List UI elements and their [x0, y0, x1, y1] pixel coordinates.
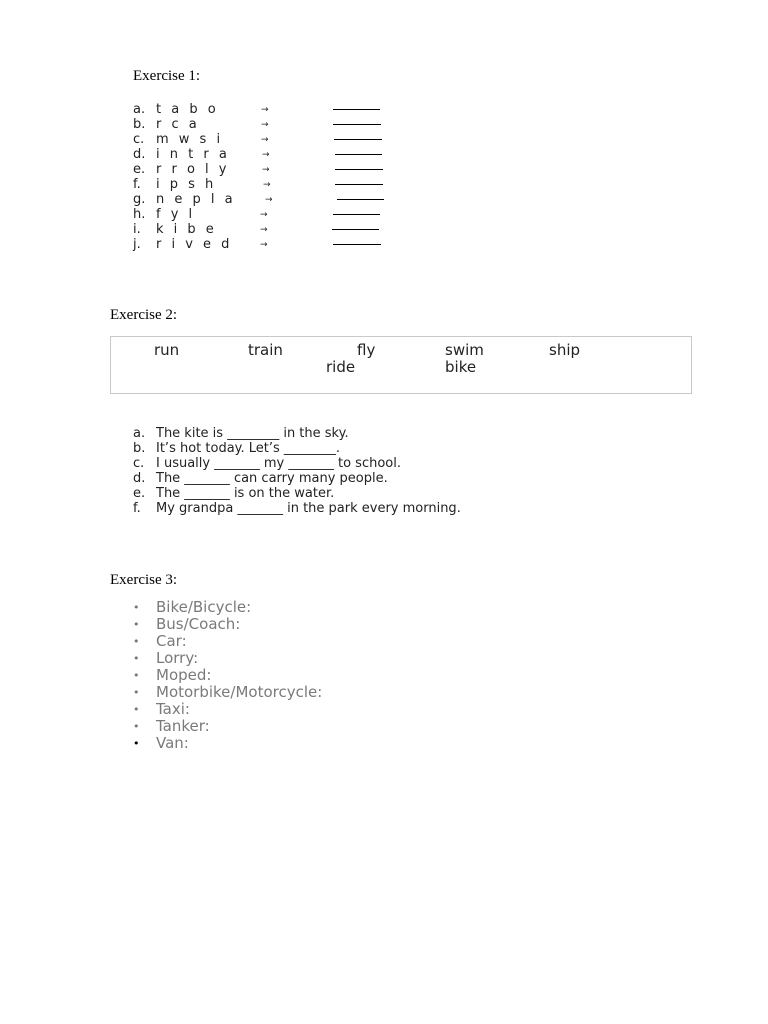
item-letter: g.	[133, 192, 146, 207]
item-letter: c.	[133, 456, 145, 471]
sentence-text: The _______ can carry many people.	[156, 471, 388, 486]
arrow-icon: →	[261, 105, 269, 115]
item-letter: f.	[133, 501, 141, 516]
arrow-icon: →	[262, 150, 270, 160]
bullet-icon: •	[133, 635, 140, 648]
vehicle-label: Lorry:	[156, 649, 199, 667]
vehicle-label: Moped:	[156, 666, 212, 684]
scrambled-word: k i b e	[156, 222, 217, 237]
arrow-icon: →	[263, 180, 271, 190]
answer-blank[interactable]	[337, 199, 384, 200]
bullet-icon: •	[133, 737, 140, 750]
item-letter: d.	[133, 147, 146, 162]
vehicle-label: Bike/Bicycle:	[156, 598, 252, 616]
sentence-text: My grandpa _______ in the park every morning.	[156, 501, 461, 516]
answer-blank[interactable]	[335, 154, 382, 155]
ex2-sentence	[133, 486, 553, 501]
item-letter: e.	[133, 486, 146, 501]
ex3-list-item	[133, 650, 393, 667]
scrambled-word: n e p l a	[156, 192, 236, 207]
ex3-list-item	[133, 616, 393, 633]
arrow-icon: →	[261, 120, 269, 130]
word-bank-item: ship	[549, 341, 581, 359]
ex1-item	[133, 102, 393, 117]
bullet-icon: •	[133, 703, 140, 716]
item-letter: i.	[133, 222, 141, 237]
bullet-icon: •	[133, 669, 140, 682]
bullet-icon: •	[133, 601, 140, 614]
vehicle-label: Car:	[156, 632, 187, 650]
arrow-icon: →	[261, 135, 269, 145]
answer-blank[interactable]	[334, 139, 382, 140]
ex3-list-item	[133, 735, 393, 752]
ex1-item	[133, 162, 393, 177]
arrow-icon: →	[262, 165, 270, 175]
ex1-item	[133, 237, 393, 252]
item-letter: e.	[133, 162, 146, 177]
item-letter: b.	[133, 117, 146, 132]
ex2-sentence	[133, 441, 553, 456]
item-letter: c.	[133, 132, 145, 147]
sentence-text: I usually _______ my _______ to school.	[156, 456, 401, 471]
word-bank-item: swim	[445, 341, 484, 359]
item-letter: a.	[133, 426, 146, 441]
exercise-1-title: Exercise 1:	[133, 68, 201, 84]
bullet-icon: •	[133, 686, 140, 699]
sentence-text: It’s hot today. Let’s ________.	[156, 441, 341, 456]
word-bank-box	[110, 336, 692, 394]
answer-blank[interactable]	[335, 169, 383, 170]
ex1-item	[133, 147, 393, 162]
item-letter: j.	[133, 237, 141, 252]
vehicle-label: Taxi:	[156, 700, 190, 718]
answer-blank[interactable]	[332, 229, 379, 230]
answer-blank[interactable]	[333, 124, 381, 125]
word-bank-item: fly	[357, 341, 376, 359]
word-bank-item: run	[154, 341, 180, 359]
item-letter: f.	[133, 177, 141, 192]
answer-blank[interactable]	[333, 244, 381, 245]
exercise-3-title: Exercise 3:	[110, 572, 178, 588]
ex1-item	[133, 117, 393, 132]
vehicle-label: Bus/Coach:	[156, 615, 241, 633]
item-letter: h.	[133, 207, 146, 222]
answer-blank[interactable]	[333, 109, 380, 110]
scrambled-word: t a b o	[156, 102, 219, 117]
vehicle-label: Motorbike/Motorcycle:	[156, 683, 323, 701]
ex2-sentence	[133, 501, 553, 516]
ex1-item	[133, 207, 393, 222]
item-letter: b.	[133, 441, 146, 456]
ex1-item	[133, 177, 393, 192]
scrambled-word: r c a	[156, 117, 200, 132]
vehicle-label: Tanker:	[156, 717, 210, 735]
scrambled-word: f y l	[156, 207, 196, 222]
vehicle-label: Van:	[156, 734, 189, 752]
scrambled-word: i n t r a	[156, 147, 230, 162]
ex3-list-item	[133, 633, 393, 650]
ex1-item	[133, 222, 393, 237]
ex3-list-item	[133, 667, 393, 684]
word-bank-item: train	[248, 341, 283, 359]
arrow-icon: →	[260, 210, 268, 220]
ex2-sentence	[133, 471, 553, 486]
arrow-icon: →	[265, 195, 273, 205]
bullet-icon: •	[133, 720, 140, 733]
ex3-list-item	[133, 599, 393, 616]
ex1-item	[133, 192, 393, 207]
arrow-icon: →	[260, 225, 268, 235]
sentence-text: The kite is ________ in the sky.	[156, 426, 349, 441]
exercise-2-title: Exercise 2:	[110, 307, 178, 323]
answer-blank[interactable]	[335, 184, 383, 185]
word-bank-item: ride	[326, 358, 356, 376]
scrambled-word: i p s h	[156, 177, 217, 192]
sentence-text: The _______ is on the water.	[156, 486, 335, 501]
word-bank-item: bike	[445, 358, 477, 376]
item-letter: d.	[133, 471, 146, 486]
ex3-list-item	[133, 701, 393, 718]
answer-blank[interactable]	[333, 214, 380, 215]
bullet-icon: •	[133, 618, 140, 631]
ex3-list-item	[133, 718, 393, 735]
ex3-list-item	[133, 684, 393, 701]
ex1-item	[133, 132, 393, 147]
ex2-sentence	[133, 426, 553, 441]
scrambled-word: r r o l y	[156, 162, 230, 177]
scrambled-word: r i v e d	[156, 237, 233, 252]
arrow-icon: →	[260, 240, 268, 250]
ex2-sentence	[133, 456, 553, 471]
bullet-icon: •	[133, 652, 140, 665]
item-letter: a.	[133, 102, 146, 117]
scrambled-word: m w s i	[156, 132, 224, 147]
